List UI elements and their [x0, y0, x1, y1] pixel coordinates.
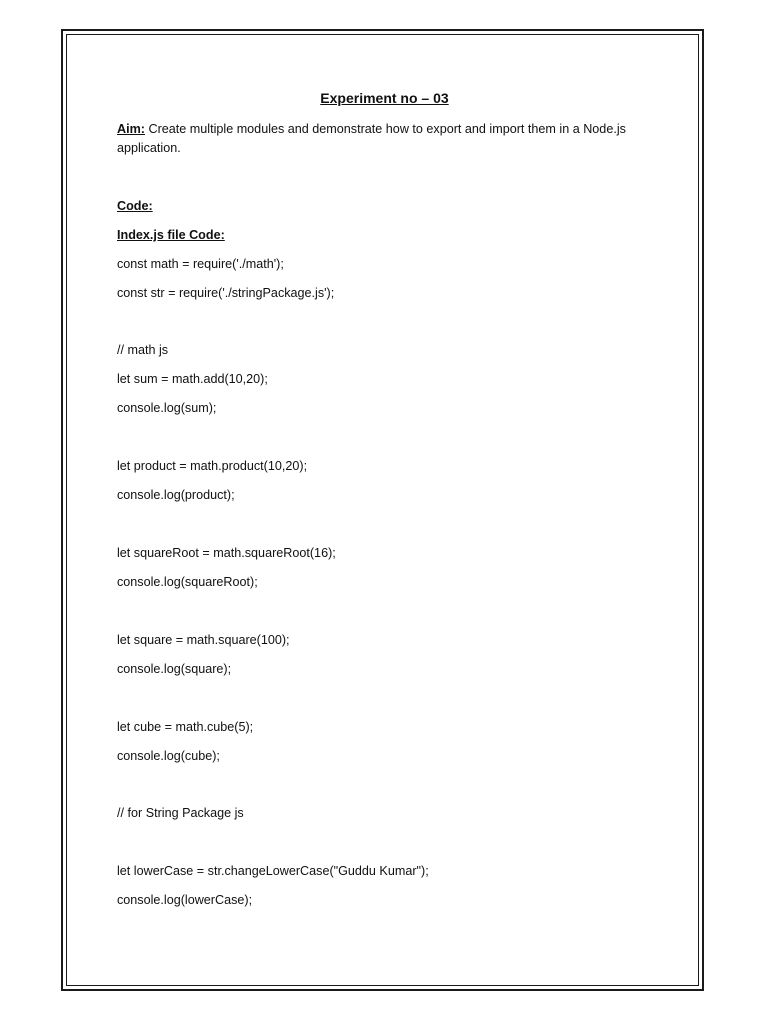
- code-comment: // math js: [117, 343, 169, 357]
- code-line: let sum = math.add(10,20);: [117, 372, 268, 386]
- code-line: console.log(cube);: [117, 749, 220, 763]
- code-line: let product = math.product(10,20);: [117, 459, 308, 473]
- code-line: let squareRoot = math.squareRoot(16);: [117, 546, 336, 560]
- aim-label: Aim:: [117, 122, 145, 136]
- code-line: let cube = math.cube(5);: [117, 720, 254, 734]
- code-heading: Code:: [117, 199, 153, 213]
- code-comment: // for String Package js: [117, 806, 244, 820]
- page-border-inner: [66, 34, 699, 986]
- experiment-title: Experiment no – 03: [320, 90, 449, 106]
- code-line: let square = math.square(100);: [117, 633, 290, 647]
- code-line: console.log(product);: [117, 488, 235, 502]
- aim-text: Create multiple modules and demonstrate how to export and import them in a Node.js application.: [117, 122, 626, 155]
- aim-paragraph: [117, 120, 657, 157]
- file-heading: Index.js file Code:: [117, 228, 225, 242]
- code-line: const str = require('./stringPackage.js');: [117, 286, 335, 300]
- code-line: const math = require('./math');: [117, 257, 284, 271]
- code-line: console.log(lowerCase);: [117, 893, 253, 907]
- code-line: let lowerCase = str.changeLowerCase("Guddu Kumar");: [117, 864, 429, 878]
- code-line: console.log(sum);: [117, 401, 217, 415]
- code-line: console.log(square);: [117, 662, 232, 676]
- code-line: console.log(squareRoot);: [117, 575, 258, 589]
